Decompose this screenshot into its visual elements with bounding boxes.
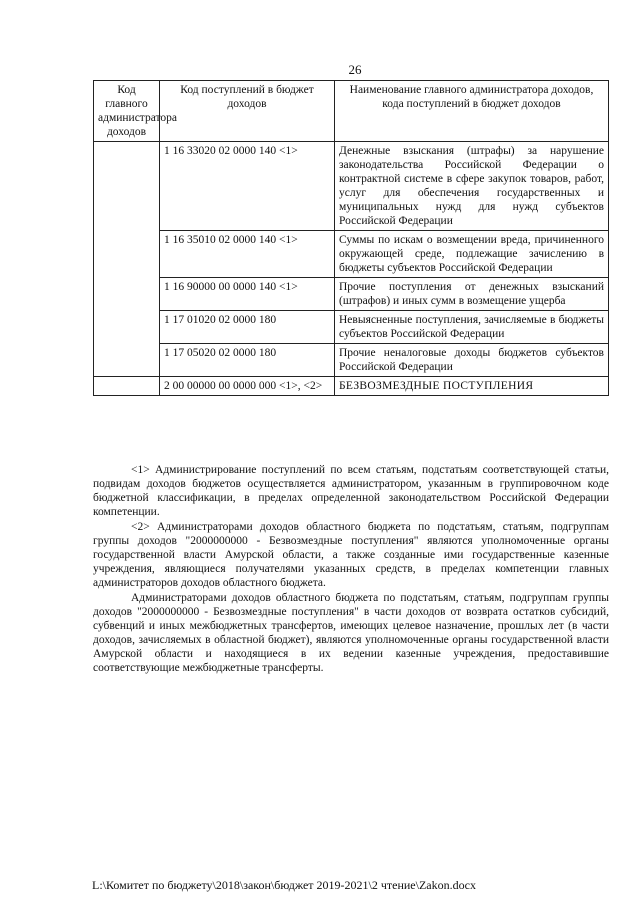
table-row <box>94 377 609 396</box>
revenue-code-cell: 1 17 05020 02 0000 180 <box>160 344 335 377</box>
revenue-name-cell: Денежные взыскания (штрафы) за нарушение законодательства Российской Федерации о контрактной системе в сфере закупок товаров, работ, услуг для обеспечения государственных и муниципальных нужд для нужд субъектов Российской Федерации <box>335 142 609 231</box>
table-header-row <box>94 81 609 142</box>
table-row <box>94 142 609 231</box>
footnotes <box>93 463 609 676</box>
table-row <box>94 311 609 344</box>
header-name: Наименование главного администратора доходов, кода поступлений в бюджет доходов <box>335 81 609 142</box>
revenue-code-cell: 1 16 90000 00 0000 140 <1> <box>160 278 335 311</box>
page-number: 26 <box>348 62 362 77</box>
revenue-code-cell: 2 00 00000 00 0000 000 <1>, <2> <box>160 377 335 396</box>
footnote-1: <1> Администрирование поступлений по всем статьям, подстатьям соответствующей статьи, подвидам доходов бюджетов осуществляется администратором, указанным в группировочном коде бюджетной классификации, в пределах определенной законодательством Российской Федерации компетенции. <box>93 464 609 518</box>
admin-code-cell <box>94 377 160 396</box>
header-admin-code: Код главного администратора доходов <box>94 81 160 142</box>
revenue-codes-table <box>93 80 609 396</box>
footnote-2: <2> Администраторами доходов областного бюджета по подстатьям, статьям, подгруппам группы доходов "2000000000 - Безвозмездные поступления" являются уполномоченные органы государственной власти Амурской области, а также созданные ими государственные казенные учреждения, являющиеся получателями указанных средств, в пределах компетенции главных администраторов доходов областного бюджета. <box>93 521 609 589</box>
table-row <box>94 344 609 377</box>
revenue-code-cell: 1 16 33020 02 0000 140 <1> <box>160 142 335 231</box>
admin-code-cell <box>94 142 160 377</box>
revenue-code-cell: 1 16 35010 02 0000 140 <1> <box>160 231 335 278</box>
revenue-name-cell: Прочие поступления от денежных взысканий (штрафов) и иных сумм в возмещение ущерба <box>335 278 609 311</box>
revenue-name-cell: Прочие неналоговые доходы бюджетов субъектов Российской Федерации <box>335 344 609 377</box>
document-file-path: L:\Комитет по бюджету\2018\закон\бюджет 2019-2021\2 чтение\Zakon.docx <box>92 878 476 892</box>
header-revenue-code: Код поступлений в бюджет доходов <box>160 81 335 142</box>
revenue-code-cell: 1 17 01020 02 0000 180 <box>160 311 335 344</box>
revenue-name-cell: Невыясненные поступления, зачисляемые в бюджеты субъектов Российской Федерации <box>335 311 609 344</box>
revenue-name-cell: Суммы по искам о возмещении вреда, причиненного окружающей среде, подлежащие зачислению в бюджеты субъектов Российской Федерации <box>335 231 609 278</box>
footnote-paragraph: Администраторами доходов областного бюджета по подстатьям, статьям, подгруппам группы доходов "2000000000 - Безвозмездные поступления" в части доходов от возврата остатков субсидий, субвенций и иных межбюджетных трансфертов, имеющих целевое назначение, прошлых лет (в части доходов, зачисляемых в областной бюджет), являются уполномоченные органы государственной власти Амурской области и находящиеся в их ведении казенные учреждения, предоставившие соответствующие межбюджетные трансферты. <box>93 592 609 674</box>
table-row <box>94 231 609 278</box>
revenue-name-cell: БЕЗВОЗМЕЗДНЫЕ ПОСТУПЛЕНИЯ <box>335 377 609 396</box>
table-row <box>94 278 609 311</box>
